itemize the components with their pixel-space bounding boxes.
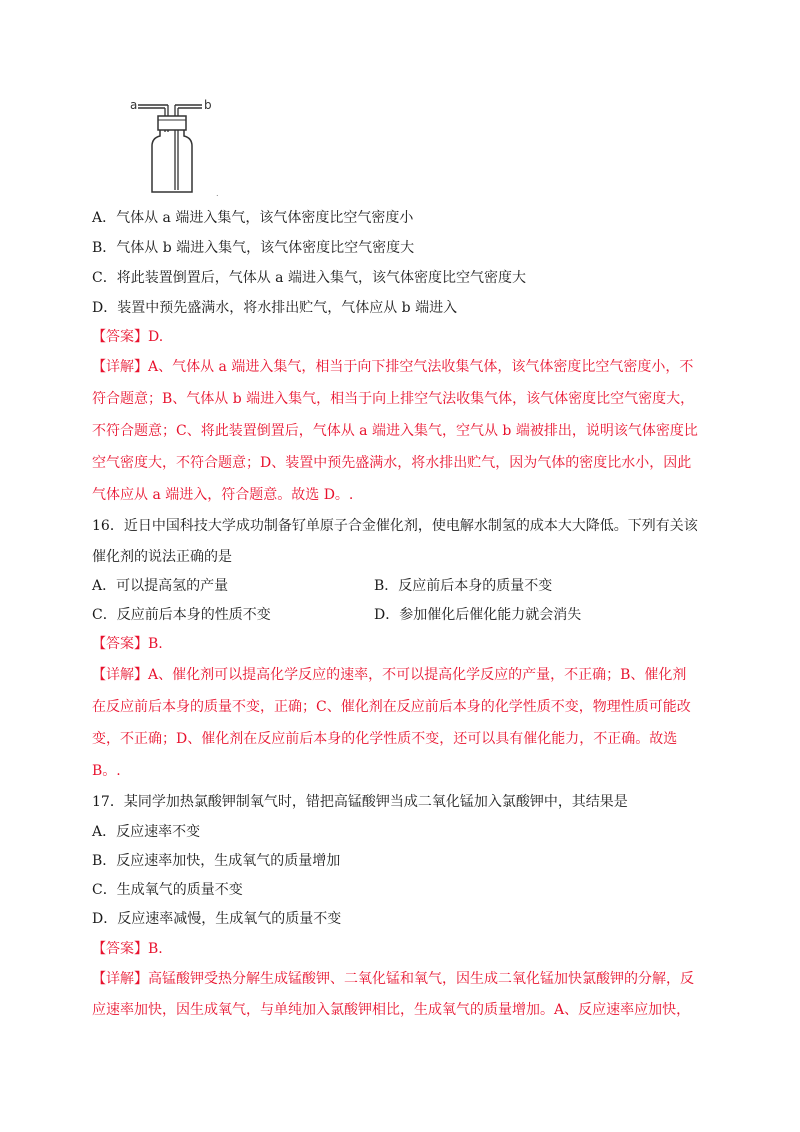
q17-option-a: A．反应速率不变 [92, 824, 201, 840]
q15-explain-line: 不符合题意；C、将此装置倒置后，气体从 a 端进入集气，空气从 b 端被排出，说明该气体密度比 [92, 423, 698, 439]
q15-explain-line: 符合题意；B、气体从 b 端进入集气，相当于向上排空气法收集气体，该气体密度比空气密度大， [92, 391, 695, 407]
q15-explain-line: 气体应从 a 端进入，符合题意。故选 D。. [92, 487, 354, 503]
q16-option-b: B．反应前后本身的质量不变 [374, 578, 553, 594]
gas-bottle-icon [122, 92, 222, 200]
q15-explain-line: 【详解】A、气体从 a 端进入集气，相当于向下排空气法收集气体，该气体密度比空气密度小，不 [92, 359, 694, 375]
q17-explain-line: 应速率加快，因生成氧气，与单纯加入氯酸钾相比，生成氧气的质量增加。A、反应速率应加快， [92, 1002, 691, 1018]
q17-stem: 17．某同学加热氯酸钾制氧气时，错把高锰酸钾当成二氧化锰加入氯酸钾中，其结果是 [92, 794, 628, 810]
svg-text:.: . [216, 189, 219, 198]
q15-explain-line: 空气密度大，不符合题意；D、装置中预先盛满水，将水排出贮气，因为气体的密度比水小，因此 [92, 455, 692, 471]
q16-explain-line: B。. [92, 763, 121, 779]
q16-option-a: A．可以提高氢的产量 [92, 578, 229, 594]
q16-explain-line: 【详解】A、催化剂可以提高化学反应的速率，不可以提高化学反应的产量，不正确；B、催化剂 [92, 667, 687, 683]
q17-option-c: C．生成氧气的质量不变 [92, 882, 243, 898]
q16-option-c: C．反应前后本身的性质不变 [92, 607, 271, 623]
q15-option-b: B．气体从 b 端进入集气，该气体密度比空气密度大 [92, 240, 415, 256]
q17-answer: 【答案】B. [92, 941, 163, 957]
q17-option-b: B．反应速率加快，生成氧气的质量增加 [92, 853, 341, 869]
q16-explain-line: 变，不正确；D、催化剂在反应前后本身的化学性质不变，还可以具有催化能力，不正确。故选 [92, 731, 678, 747]
q15-answer: 【答案】D. [92, 329, 164, 345]
q16-answer: 【答案】B. [92, 636, 163, 652]
q15-option-a: A．气体从 a 端进入集气，该气体密度比空气密度小 [92, 210, 414, 226]
q16-stem-line: 催化剂的说法正确的是 [92, 549, 232, 565]
q16-explain-line: 在反应前后本身的质量不变，正确；C、催化剂在反应前后本身的化学性质不变，物理性质可能改 [92, 699, 691, 715]
figure-label-a: a [130, 98, 138, 112]
q15-option-d: D．装置中预先盛满水，将水排出贮气，气体应从 b 端进入 [92, 300, 458, 316]
figure-label-b: b [204, 98, 212, 112]
q15-option-c: C．将此装置倒置后，气体从 a 端进入集气，该气体密度比空气密度大 [92, 270, 526, 286]
q16-option-d: D．参加催化后催化能力就会消失 [374, 607, 582, 623]
q17-explain-line: 【详解】高锰酸钾受热分解生成锰酸钾、二氧化锰和氧气，因生成二氧化锰加快氯酸钾的分解，反 [92, 971, 694, 987]
q16-stem-line: 16．近日中国科技大学成功制备钌单原子合金催化剂，使电解水制氢的成本大大降低。下列有关该 [92, 518, 698, 534]
q17-option-d: D．反应速率减慢，生成氧气的质量不变 [92, 911, 342, 927]
gas-bottle-figure [122, 92, 222, 200]
